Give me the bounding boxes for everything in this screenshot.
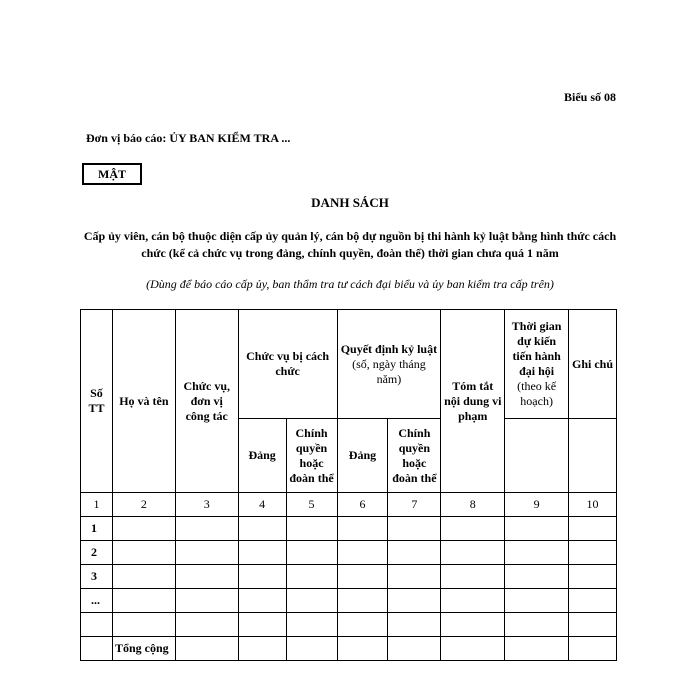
reporting-unit: Đơn vị báo cáo: ỦY BAN KIỂM TRA ... [86, 131, 291, 145]
document-subtitle: Cấp ủy viên, cán bộ thuộc diện cấp ủy quản lý, cán bộ dự nguồn bị thi hành kỷ luật bằng hình thức cách chức (kể cả chức vụ trong đảng, chính quyền, đoàn thể) thời gian chưa quá 1 năm [83, 229, 617, 260]
row-number: ... [81, 589, 113, 613]
column-number: 8 [441, 493, 505, 517]
header-congress-bold: Thời gian dự kiến tiến hành đại hội [511, 319, 562, 378]
document-title: DANH SÁCH [311, 195, 389, 210]
header-decision [337, 310, 441, 419]
table-row [81, 517, 617, 541]
document-note: (Dùng để báo cáo cấp ủy, ban thẩm tra tư cách đại biểu và ủy ban kiểm tra cấp trên) [146, 277, 554, 291]
header-stt: Số TT [81, 310, 113, 493]
column-number-row [81, 493, 617, 517]
row-number: 2 [81, 541, 113, 565]
column-number: 9 [505, 493, 569, 517]
table-row [81, 565, 617, 589]
header-decision-detail: (số, ngày tháng năm) [352, 356, 426, 386]
row-number [81, 613, 113, 637]
header-removed-position: Chức vụ bị cách chức [238, 310, 337, 419]
header-decision-party: Đảng [337, 419, 388, 493]
header-removed-party: Đảng [238, 419, 286, 493]
column-number: 7 [388, 493, 441, 517]
discipline-list-table [80, 309, 617, 661]
column-number: 2 [112, 493, 175, 517]
total-label: Tổng cộng [112, 637, 175, 661]
table-row [81, 613, 617, 637]
table-row [81, 589, 617, 613]
header-congress-detail: (theo kế hoạch) [517, 379, 557, 408]
header-removed-gov: Chính quyền hoặc đoàn thể [286, 419, 337, 493]
column-number: 6 [337, 493, 388, 517]
table-row [81, 541, 617, 565]
header-summary: Tóm tắt nội dung vi phạm [441, 310, 505, 493]
row-number: 3 [81, 565, 113, 589]
header-notes: Ghi chú [569, 310, 617, 419]
row-number: 1 [81, 517, 113, 541]
secret-stamp: MẬT [82, 163, 142, 185]
column-number: 5 [286, 493, 337, 517]
header-notes-empty [569, 419, 617, 493]
column-number: 4 [238, 493, 286, 517]
column-number: 3 [175, 493, 238, 517]
total-row [81, 637, 617, 661]
column-number: 10 [569, 493, 617, 517]
header-congress-empty [505, 419, 569, 493]
header-decision-gov: Chính quyền hoặc đoàn thể [388, 419, 441, 493]
header-decision-bold: Quyết định kỷ luật [340, 341, 438, 356]
header-congress [505, 310, 569, 419]
form-number: Biểu số 08 [563, 90, 616, 104]
column-number: 1 [81, 493, 113, 517]
header-position: Chức vụ, đơn vị công tác [175, 310, 238, 493]
header-name: Họ và tên [112, 310, 175, 493]
